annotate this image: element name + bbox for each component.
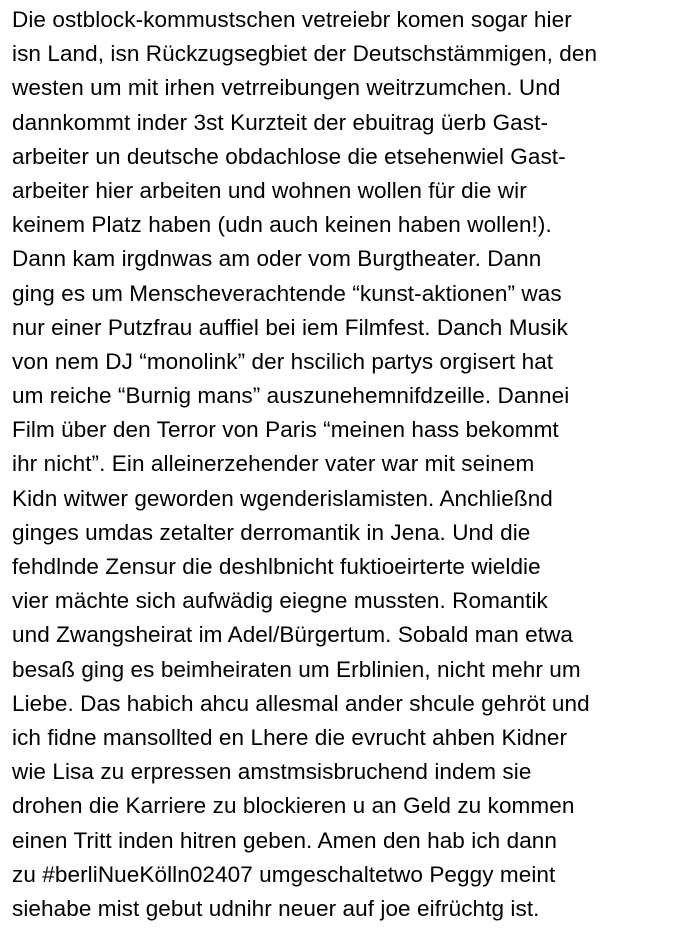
- text-line-18: vier mächte sich aufwädig eiegne mussten. Romantik: [12, 588, 548, 614]
- text-line-11: von nem DJ “monolink” der hscilich partys orgisert hat: [12, 348, 554, 374]
- text-line-24: drohen die Karriere zu blockieren u an Geld zu kommen: [12, 793, 575, 819]
- text-line-17: fehdlnde Zensur die deshlbnicht fuktioeirterte wieldie: [12, 554, 541, 579]
- text-line-13: Film über den Terror von Paris “meinen hass bekommt: [12, 417, 559, 443]
- text-line-14: ihr nicht”. Ein alleinerzehender vater war mit seinem: [12, 451, 535, 477]
- text-line-8: Dann kam irgdnwas am oder vom Burgtheater. Dann: [12, 246, 542, 272]
- text-line-15: Kidn witwer geworden wgenderislamisten. Anchließnd: [12, 485, 553, 511]
- text-line-16: ginges umdas zetalter derromantik in Jena. Und die: [12, 519, 531, 545]
- text-line-9: ging es um Menscheverachtende “kunst-aktionen” was: [12, 280, 562, 306]
- text-line-4: dannkommt inder 3st Kurzteit der ebuitrag üerb Gast-: [12, 109, 549, 135]
- text-line-3: westen um mit irhen vetrreibungen weitrzumchen. Und: [12, 75, 561, 101]
- text-line-23: wie Lisa zu erpressen amstmsisbruchend indem sie: [12, 759, 532, 785]
- text-line-7: keinem Platz haben (udn auch keinen haben wollen!).: [12, 212, 552, 238]
- text-line-19: und Zwangsheirat im Adel/Bürgertum. Sobald man etwa: [12, 622, 574, 648]
- text-line-6: arbeiter hier arbeiten und wohnen wollen für die wir: [12, 177, 527, 203]
- text-line-20: besaß ging es beimheiraten um Erblinien, nicht mehr um: [12, 656, 581, 682]
- text-line-25: einen Tritt inden hitren geben. Amen den hab ich dann: [12, 827, 558, 853]
- text-line-22: ich fidne mansollted en Lhere die evrucht ahben Kidner: [12, 724, 568, 750]
- text-block: [12, 3, 684, 926]
- text-line-12: um reiche “Burnig mans” auszunehemnifdzeille. Dannei: [12, 383, 570, 409]
- text-line-21: Liebe. Das habich ahcu allesmal ander shcule gehröt und: [12, 690, 590, 716]
- text-line-1: Die ostblock-kommustschen vetreiebr komen sogar hier: [12, 7, 572, 32]
- text-line-26: zu #berliNueKölln02407 umgeschaltetwo Peggy meint: [12, 861, 556, 887]
- text-line-5: arbeiter un deutsche obdachlose die etsehenwiel Gast-: [12, 143, 566, 169]
- text-line-10: nur einer Putzfrau auffiel bei iem Filmfest. Danch Musik: [12, 314, 568, 340]
- text-line-2: isn Land, isn Rückzugsegbiet der Deutschstämmigen, den: [12, 41, 598, 67]
- text-line-27: siehabe mist gebut udnihr neuer auf joe eifrüchtg ist.: [12, 895, 540, 921]
